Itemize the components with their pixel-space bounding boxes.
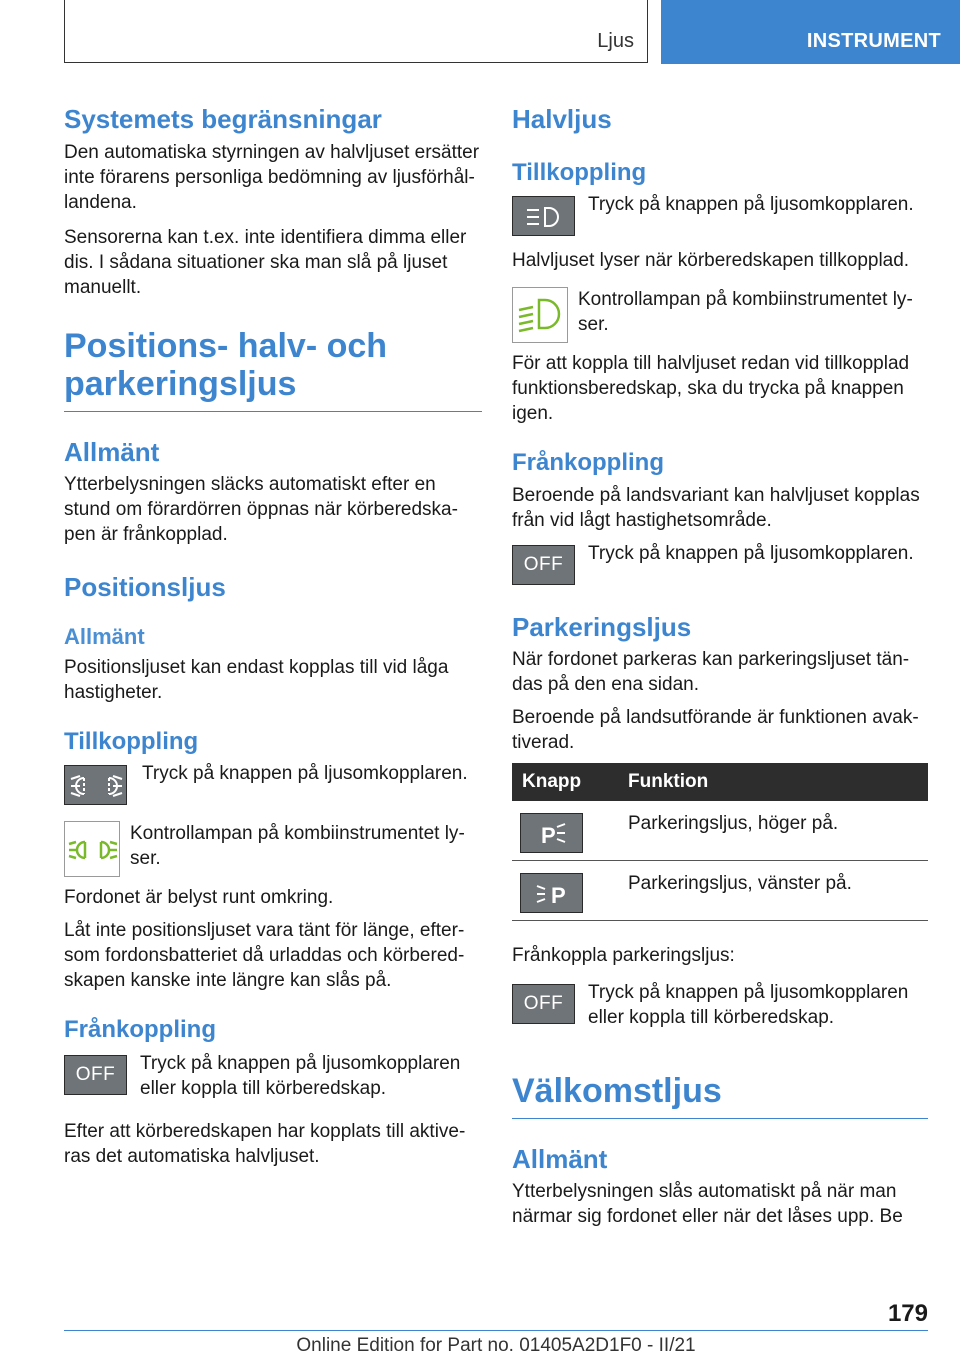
limits-title: Systemets begränsningar (64, 104, 382, 134)
low-beam-on-title: Tillkoppling (512, 159, 647, 186)
low-beam-indicator-text: Kontrollampan på kombiinstrumentet lyser. (578, 289, 913, 335)
position-indicator-text: Kontrollampan på kombiinstrumentet lyser. (130, 823, 465, 869)
position-light-button-icon (64, 765, 127, 805)
low-beam-off-step-text: Tryck på knappen på ljusomkopplaren. (588, 543, 914, 564)
low-beam-title: Halvljus (512, 104, 612, 134)
general-title: Allmänt (64, 437, 160, 467)
position-light-title: Positionsljus (64, 572, 226, 602)
position-off-title: Frånkoppling (64, 1016, 216, 1043)
off-button-icon: OFF (512, 545, 575, 585)
right-column (512, 100, 928, 1229)
low-beam-on-step (512, 192, 928, 236)
parking-paragraph-2: Beroende på landsutförande är funktionen avaktiverad. (512, 707, 919, 753)
low-beam-button-icon (512, 196, 575, 236)
low-beam-on-paragraph-2: För att koppla till halvljuset redan vid tillkopplad funktionsberedskap, ska du trycka på knappen igen. (512, 353, 910, 424)
header-chapter: INSTRUMENT (806, 30, 941, 52)
welcome-paragraph: Ytterbelysningen slås automatiskt på när man närmar sig fordonet eller när det låses upp. Be (512, 1181, 903, 1227)
svg-text:P: P (541, 823, 556, 848)
position-on-paragraph-1: Fordonet är belyst runt omkring. (64, 887, 334, 908)
parking-light-title: Parkeringsljus (512, 612, 692, 642)
position-off-paragraph: Efter att körberedskapen har kopplats till aktiveras det automatiska halvljuset. (64, 1121, 466, 1167)
off-button-icon: OFF (64, 1055, 127, 1095)
footer-edition: Online Edition for Part no. 01405A2D1F0 - II/21 (296, 1335, 696, 1356)
footer-divider (64, 1330, 928, 1331)
general-paragraph: Ytterbelysningen släcks automatiskt efter en stund om förardörren öppnas när körberedskapen är frånkopplad. (64, 474, 458, 545)
page-number: 179 (887, 1300, 928, 1327)
table-row (512, 801, 928, 861)
section-title: Positions- halv- och parkeringsljus (64, 327, 482, 412)
header-box (64, 0, 648, 63)
limits-paragraph-2: Sensorerna kan t.ex. inte identifiera dimma eller dis. I sådana situationer ska man slå på ljuset manuellt. (64, 227, 467, 298)
low-beam-off-title: Frånkoppling (512, 449, 664, 476)
svg-text:P: P (551, 883, 566, 908)
table-cell-function: Parkeringsljus, höger på. (618, 801, 928, 861)
position-on-paragraph-2: Låt inte positionsljuset vara tänt för länge, eftersom fordonsbatteriet då urladdas och körberedskapen kanske inte längre kan slås på. (64, 920, 465, 991)
parking-paragraph-1: När fordonet parkeras kan parkeringsljuset tändas på den ena sidan. (512, 649, 910, 695)
left-column (64, 100, 482, 1169)
position-general-title: Allmänt (64, 624, 145, 649)
position-off-step-text: Tryck på knappen på ljusomkopplaren eller koppla till körberedskap. (140, 1053, 461, 1099)
low-beam-indicator-icon (512, 287, 568, 343)
table-cell-function: Parkeringsljus, vänster på. (618, 861, 928, 921)
low-beam-off-step (512, 541, 928, 585)
position-indicator-row (64, 821, 482, 877)
table-header-button: Knapp (512, 763, 618, 801)
welcome-general-title: Allmänt (512, 1144, 608, 1174)
low-beam-off-paragraph: Beroende på landsvariant kan halvljuset kopplas från vid lågt hastighetsområde. (512, 485, 920, 531)
position-on-step (64, 761, 482, 805)
table-row (512, 861, 928, 921)
position-light-indicator-icon (64, 821, 120, 877)
table-header-function: Funktion (618, 763, 928, 801)
position-general-paragraph: Positionsljuset kan endast kopplas till vid låga hastigheter. (64, 657, 449, 703)
limits-paragraph-1: Den automatiska styrningen av halvljuset ersätter inte förarens personliga bedömning av ljusförhållandena. (64, 142, 480, 213)
welcome-light-title: Välkomstljus (512, 1072, 928, 1119)
parking-off-label: Frånkoppla parkeringsljus: (512, 945, 735, 966)
parking-left-button-icon (520, 873, 583, 913)
position-on-step-text: Tryck på knappen på ljusomkopplaren. (142, 763, 468, 784)
low-beam-on-paragraph: Halvljuset lyser när körberedskapen tillkopplad. (512, 250, 910, 271)
low-beam-on-step-text: Tryck på knappen på ljusomkopplaren. (588, 194, 914, 215)
parking-right-button-icon (520, 813, 583, 853)
header-section: Ljus (597, 30, 634, 52)
parking-off-step (512, 980, 928, 1030)
low-beam-indicator-row (512, 287, 928, 343)
position-off-step (64, 1051, 482, 1101)
parking-off-step-text: Tryck på knappen på ljusomkopplaren eller koppla till körberedskap. (588, 982, 909, 1028)
off-button-icon: OFF (512, 984, 575, 1024)
parking-function-table (512, 763, 928, 921)
position-on-title: Tillkoppling (64, 728, 199, 755)
